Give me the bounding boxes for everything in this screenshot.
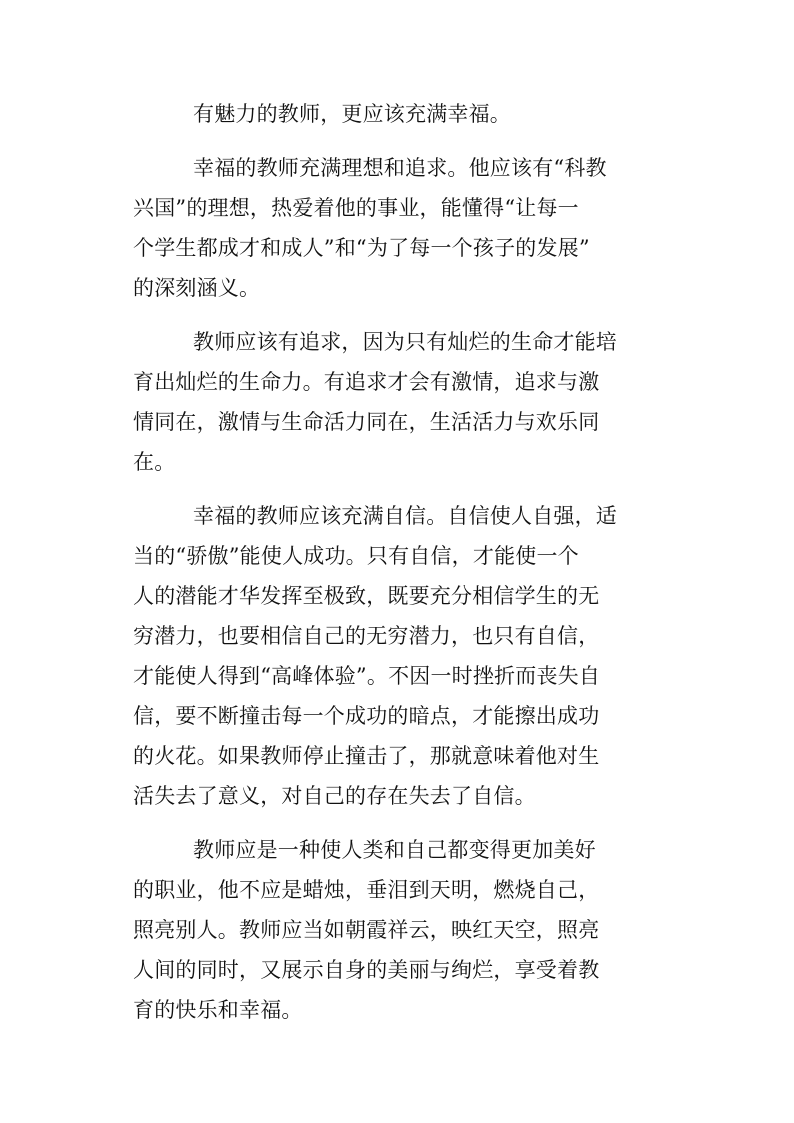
paragraph-line: 幸福的教师应该充满自信。自信使人自强，适: [193, 504, 617, 528]
paragraph-line: 情同在，激情与生命活力同在，生活活力与欢乐同: [133, 410, 600, 434]
document-body: [133, 94, 663, 1030]
paragraph-line: 兴国”的理想，热爱着他的事业，能懂得“让每一: [133, 196, 579, 220]
paragraph-line: 照亮别人。教师应当如朝霞祥云，映红天空，照亮: [133, 918, 600, 942]
paragraph-line: 的火花。如果教师停止撞击了，那就意味着他对生: [133, 744, 600, 768]
paragraph-spacer: [133, 308, 663, 322]
paragraph-3: [133, 322, 663, 482]
paragraph-line: 教师应该有追求，因为只有灿烂的生命才能培: [193, 330, 617, 354]
paragraph-line: 穷潜力，也要相信自己的无穷潜力，也只有自信，: [133, 624, 600, 648]
paragraph-spacer: [133, 482, 663, 496]
paragraph-line: 的职业，他不应是蜡烛，垂泪到天明，燃烧自己，: [133, 878, 600, 902]
paragraph-5: [133, 830, 663, 1030]
paragraph-1: [133, 94, 663, 134]
paragraph-line: 教师应是一种使人类和自己都变得更加美好: [193, 838, 596, 862]
paragraph-line: 当的“骄傲”能使人成功。只有自信，才能使一个: [133, 544, 579, 568]
paragraph-spacer: [133, 134, 663, 148]
paragraph-line: 在。: [133, 450, 176, 474]
paragraph-line: 人的潜能才华发挥至极致，既要充分相信学生的无: [133, 584, 600, 608]
paragraph-line: 有魅力的教师，更应该充满幸福。: [193, 102, 511, 126]
paragraph-line: 的深刻涵义。: [133, 276, 261, 300]
paragraph-4: [133, 496, 663, 816]
paragraph-line: 才能使人得到“高峰体验”。不因一时挫折而丧失自: [133, 664, 601, 688]
paragraph-2: [133, 148, 663, 308]
paragraph-line: 个学生都成才和成人”和“为了每一个孩子的发展”: [133, 236, 590, 260]
paragraph-spacer: [133, 816, 663, 830]
paragraph-line: 人间的同时，又展示自身的美丽与绚烂，享受着教: [133, 958, 600, 982]
paragraph-line: 育的快乐和幸福。: [133, 998, 303, 1022]
paragraph-line: 育出灿烂的生命力。有追求才会有激情，追求与激: [133, 370, 600, 394]
paragraph-line: 活失去了意义，对自己的存在失去了自信。: [133, 784, 536, 808]
paragraph-line: 信，要不断撞击每一个成功的暗点，才能擦出成功: [133, 704, 600, 728]
paragraph-line: 幸福的教师充满理想和追求。他应该有“科教: [193, 156, 607, 180]
